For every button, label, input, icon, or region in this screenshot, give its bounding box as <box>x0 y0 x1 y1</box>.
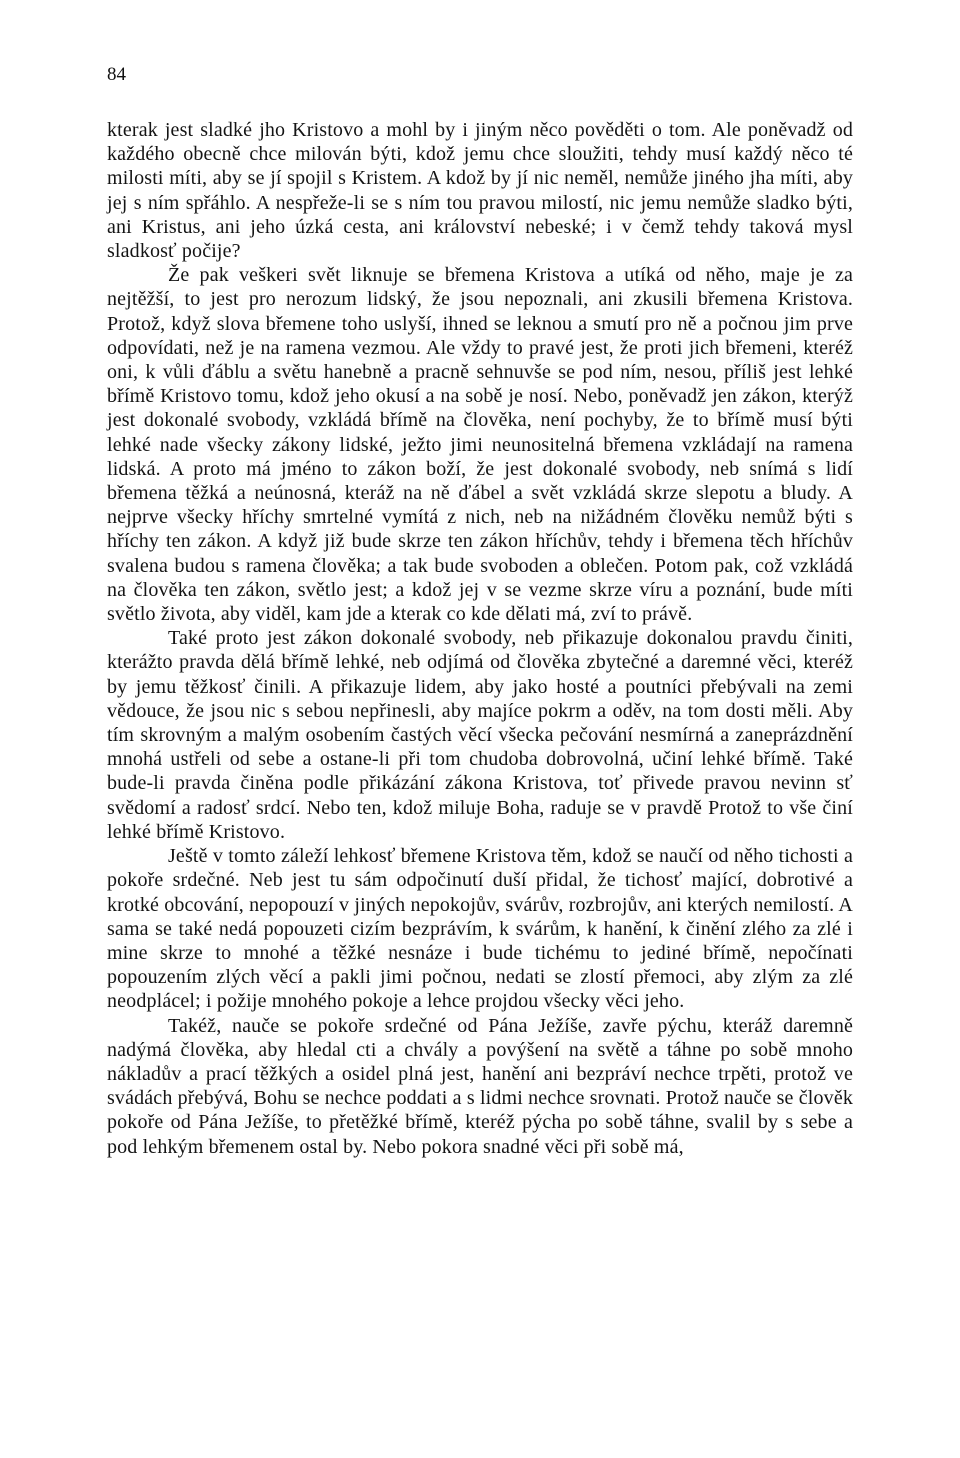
body-text <box>107 118 853 1159</box>
paragraph-4: Ještě v tomto záleží lehkosť břemene Kristova těm, kdož se naučí od něho tichosti a pokoře srdečné. Neb jest tu sám odpočinutí duší přidal, že tichosť mající, dobrotivé a krotké obcování, nepopouzí v jiných nepokojův, svárův, rozbrojův, ani kterých nemilostí. A sama se také nedá popouzeti cizím bezprávím, k svárům, k hanění, k činění zlého za zlé i mine skrze to mnohé a těžké nesnáze i bude tichému to jediné břímě, nepočínati popouzením zlých věcí a pakli jimi počnou, nedati se zlostí přemoci, aby zlým za zlé neodplácel; i požije mnohého pokoje a lehce projdou všecky věci jeho. <box>107 845 853 1013</box>
page-number: 84 <box>107 64 126 85</box>
paragraph-5: Takéž, nauče se pokoře srdečné od Pána Ježíše, zavře pýchu, kteráž daremně nadýmá člověka, aby hledal cti a chvály a povýšení na světě a táhne po sobě mnoho nákladův a prací těžkých a osidel plná jest, hanění ani bezpráví nechce trpěti, protož ve svádách přebývá, Bohu se nechce poddati a s lidmi nechce srovnati. Protož nauče se člověk pokoře od Pána Ježíše, to přetěžké břímě, kteréž pýcha po sobě táhne, svalil by s sebe a pod lehkým břemenem ostal by. Nebo pokora snadné věci při sobě má, <box>107 1014 853 1158</box>
paragraph-3: Také proto jest zákon dokonalé svobody, neb přikazuje dokonalou pravdu činiti, kterážto pravda dělá břímě lehké, neb odjímá od člověka zbytečné a daremné věci, kteréž by jemu těžkosť činili. A přikazuje lidem, aby jako hosté a poutníci přebývali na zemi vědouce, že jsou nic s sebou nepřinesli, aby majíce pokrm a oděv, na tom dosti měli. Aby tím skrovným a malým osobením častých věcí všecka pečování nesmírná a zaneprázdnění mnohá ustřeli od sebe a ostane-li při tom chudoba dobrovolná, učiní lehké břímě. Také bude-li pravda činěna podle přikázání zákona Kristova, toť přivede pravou nevinn sť svědomí a radosť srdcí. Nebo ten, kdož miluje Boha, raduje se v pravdě Protož to vše činí lehké břímě Kristovo. <box>107 627 853 843</box>
paragraph-2: Že pak veškeri svět liknuje se břemena Kristova a utíká od něho, maje je za nejtěžší, to jest pro nerozum lidský, že jsou nepoznali, ani zkusili břemena Kristova. Protož, když slova břemene toho uslyší, ihned se leknou a smutí pro ně a počnou jim prve odpovídati, než je na ramena vezmou. Ale vždy to pravé jest, že proti jich břemeni, kteréž oni, k vůli ďáblu a světu hanebně a pracně sehnuvše se pod ním, nesou, příliš jest lehké břímě Kristovo tomu, kdož jeho okusí a na sobě je nosí. Nebo, poněvadž jen zákon, kterýž jest dokonalé svobody, vzkládá břímě na člověka, není pochyby, že to břímě musí býti lehké nade všecky zákony lidské, ježto jimi neunositelná břemena vzkládají na ramena lidská. A proto má jméno to zákon boží, že jest dokonalé svobody, neb snímá s lidí břemena těžká a neúnosná, kteráž na ně ďábel a svět vzkládá skrze slepotu a bludy. A nejprve všecky hříchy smrtelné vymítá z nich, neb na nižádném člověku nemůž býti s hříchy ten zákon. A když již bude skrze ten zákon hříchův, tehdy i břemena těch hříchův svalena budou s ramena člověka; a tak bude svoboden a oblečen. Potom pak, což vzkládá na člověka ten zákon, světlo jest; a kdož jej v se vezme skrze víru a poznání, bude míti světlo života, aby viděl, kam jde a kterak co kde dělati má, zví to právě. <box>107 264 853 626</box>
paragraph-1: kterak jest sladké jho Kristovo a mohl by i jiným něco pověděti o tom. Ale poněvadž od každého obecně chce milován býti, kdož jemu chce sloužiti, tehdy musí každý něco té milosti míti, aby se jí spojil s Kristem. A kdož by jí nic neměl, nemůže jiného jha míti, aby jej s ním spřáhlo. A nespřeže-li se s ním tou pravou milostí, nic jemu nemůže sladko býti, ani Kristus, ani jeho úzká cesta, ani království nebeské; i v čemž tehdy taková mysl sladkosť počije? <box>107 119 853 263</box>
